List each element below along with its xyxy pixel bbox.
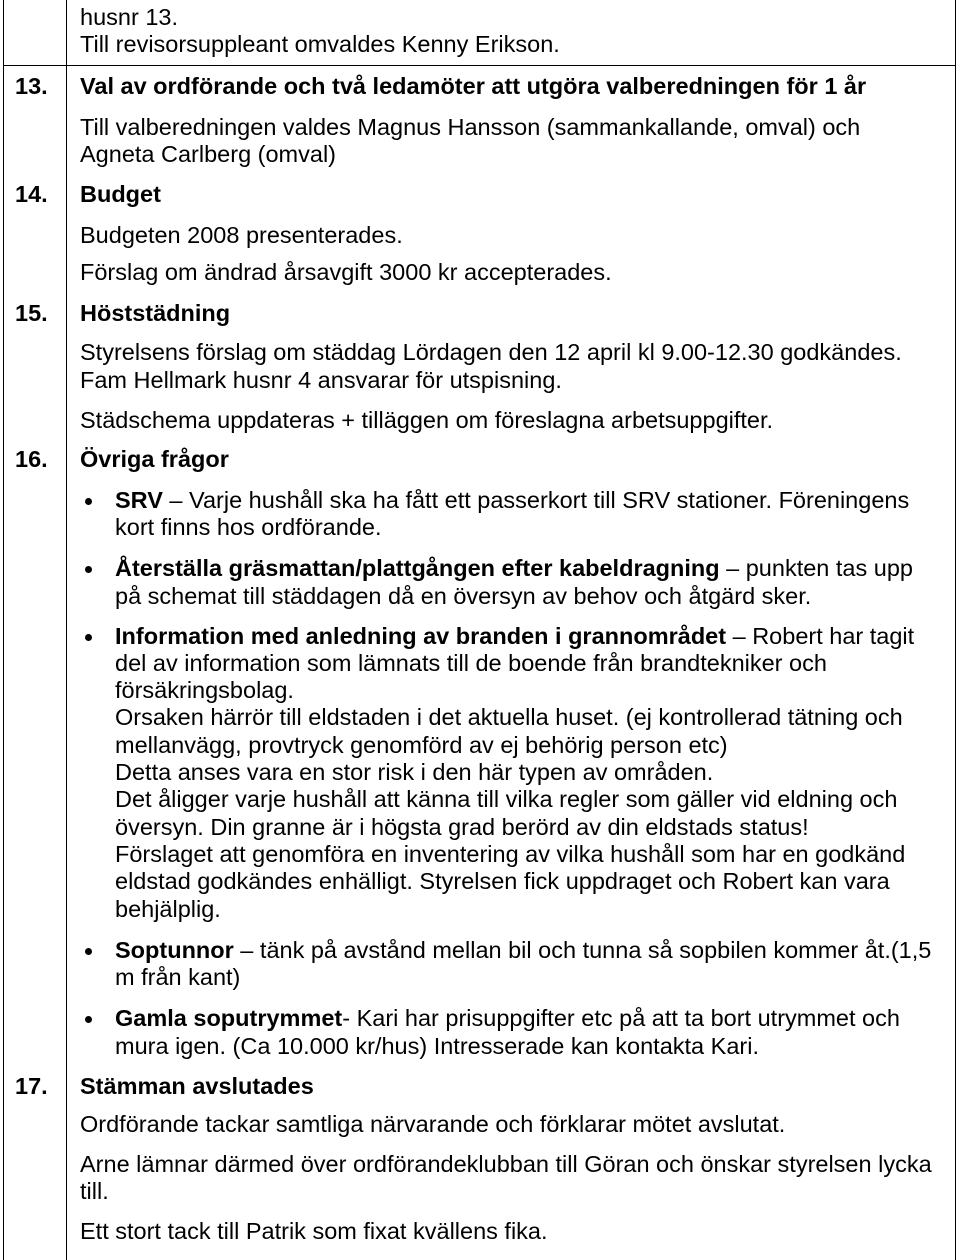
item-14-text-line: Förslag om ändrad årsavgift 3000 kr accepterades. bbox=[80, 259, 612, 285]
bullet-text-line: eldstad godkändes enhälligt. Styrelsen fick uppdraget och Robert kan vara bbox=[115, 868, 890, 894]
bullet-first-line bbox=[115, 555, 913, 582]
bullet-text-line: mellanvägg, provtryck genomförd av ej behörig person etc) bbox=[115, 732, 728, 758]
item-15-text-line: Städschema uppdateras + tilläggen om föreslagna arbetsuppgifter. bbox=[80, 407, 774, 433]
bullet-text-line: del av information som lämnats till de boende från brandtekniker och bbox=[115, 650, 827, 676]
bullet-text-line: Detta anses vara en stor risk i den här typen av områden. bbox=[115, 759, 714, 785]
item-13-text-line: Agneta Carlberg (omval) bbox=[80, 141, 336, 167]
bullet-lead: Gamla soputrymmet bbox=[115, 1005, 343, 1031]
bullet-text: – Varje hushåll ska ha fått ett passerkort till SRV stationer. Föreningens bbox=[162, 487, 910, 513]
continued-text-line: husnr 13. bbox=[80, 4, 178, 30]
bullet-icon bbox=[85, 634, 92, 641]
item-17-number: 17. bbox=[15, 1073, 48, 1099]
bullet-first-line bbox=[115, 1005, 900, 1032]
item-17-text-line: till. bbox=[80, 1178, 109, 1204]
item-13-text-line: Till valberedningen valdes Magnus Hansson (sammankallande, omval) och bbox=[80, 114, 861, 140]
bullet-lead: SRV bbox=[115, 487, 163, 513]
item-15-text-line: Styrelsens förslag om städdag Lördagen den 12 april kl 9.00-12.30 godkändes. bbox=[80, 339, 902, 365]
bullet-text-line: Orsaken härrör till eldstaden i det aktuella huset. (ej kontrollerad tätning och bbox=[115, 704, 903, 730]
item-17-text-line: Ordförande tackar samtliga närvarande och förklarar mötet avslutat. bbox=[80, 1111, 786, 1137]
bullet-icon bbox=[85, 1016, 92, 1023]
table-left-border bbox=[3, 0, 4, 1260]
item-15-text-line: Fam Hellmark husnr 4 ansvarar för utspisning. bbox=[80, 367, 562, 393]
bullet-text: – tänk på avstånd mellan bil och tunna så sopbilen kommer åt.(1,5 bbox=[233, 937, 932, 963]
bullet-lead: Soptunnor bbox=[115, 937, 234, 963]
bullet-text-line: på schemat till städdagen då en översyn av behov och åtgärd sker. bbox=[115, 583, 812, 609]
bullet-text-line: Det åligger varje hushåll att känna till vilka regler som gäller vid eldning och bbox=[115, 786, 898, 812]
bullet-text-line: försäkringsbolag. bbox=[115, 677, 294, 703]
item-16-heading: Övriga frågor bbox=[80, 446, 229, 472]
bullet-text-line: översyn. Din granne är i högsta grad berörd av din eldstads status! bbox=[115, 814, 809, 840]
item-14-text-line: Budgeten 2008 presenterades. bbox=[80, 222, 403, 248]
bullet-text: – Robert har tagit bbox=[726, 623, 915, 649]
bullet-text: - Kari har prisuppgifter etc på att ta bort utrymmet och bbox=[342, 1005, 900, 1031]
item-13-number: 13. bbox=[15, 73, 48, 99]
bullet-text-line: m från kant) bbox=[115, 964, 241, 990]
bullet-first-line bbox=[115, 487, 909, 514]
bullet-icon bbox=[85, 566, 92, 573]
item-17-text-line: Ett stort tack till Patrik som fixat kvällens fika. bbox=[80, 1218, 548, 1244]
bullet-first-line bbox=[115, 623, 914, 650]
table-right-border bbox=[955, 0, 956, 1260]
bullet-text-line: Förslaget att genomföra en inventering av vilka hushåll som har en godkänd bbox=[115, 841, 906, 867]
bullet-lead: Information med anledning av branden i grannområdet bbox=[115, 623, 727, 649]
bullet-first-line bbox=[115, 937, 931, 964]
table-row-divider bbox=[3, 65, 956, 66]
bullet-text-line: mura igen. (Ca 10.000 kr/hus) Intresserade kan kontakta Kari. bbox=[115, 1033, 759, 1059]
item-16-number: 16. bbox=[15, 446, 48, 472]
table-column-divider bbox=[66, 0, 67, 1260]
continued-text-line: Till revisorsuppleant omvaldes Kenny Erikson. bbox=[80, 31, 560, 57]
item-15-number: 15. bbox=[15, 300, 48, 326]
item-17-text-line: Arne lämnar därmed över ordförandeklubban till Göran och önskar styrelsen lycka bbox=[80, 1151, 932, 1177]
item-13-heading: Val av ordförande och två ledamöter att utgöra valberedningen för 1 år bbox=[80, 73, 867, 99]
item-14-number: 14. bbox=[15, 181, 48, 207]
bullet-icon bbox=[85, 948, 92, 955]
item-14-heading: Budget bbox=[80, 181, 161, 207]
bullet-text-line: behjälplig. bbox=[115, 896, 221, 922]
item-15-heading: Höststädning bbox=[80, 300, 231, 326]
bullet-lead: Återställa gräsmattan/plattgången efter kabeldragning bbox=[115, 555, 720, 581]
item-17-heading: Stämman avslutades bbox=[80, 1073, 314, 1099]
bullet-icon bbox=[85, 498, 92, 505]
bullet-text: – punkten tas upp bbox=[719, 555, 913, 581]
bullet-text-line: kort finns hos ordförande. bbox=[115, 514, 382, 540]
